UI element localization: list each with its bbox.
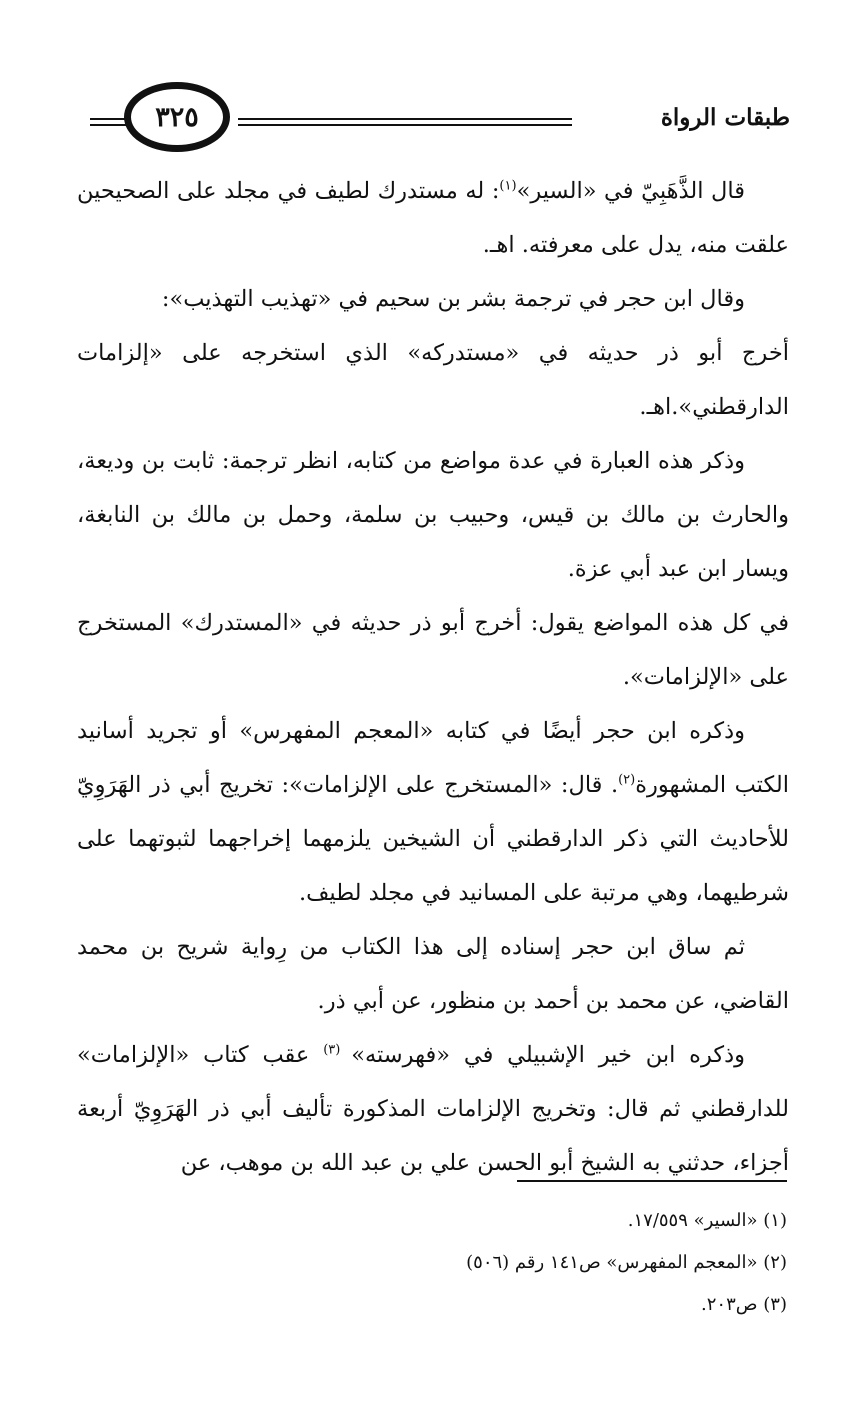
footnote-ref-3: (٣) (323, 1042, 352, 1058)
footnote-3: (٣) ص٢٠٣. (701, 1294, 787, 1315)
paragraph-4: وذكر هذه العبارة في عدة مواضع من كتابه، انظر ترجمة: ثابت بن وديعة، والحارث بن مالك بن قيس، وحبيب بن سلمة، وحمل بن مالك بن النابغة، ويسار ابن عبد أبي عزة. (77, 448, 789, 582)
paragraph-3: أخرج أبو ذر حديثه في «مستدركه» الذي استخرجه على «إلزامات الدارقطني».اهـ. (77, 340, 789, 420)
header-rule-bottom (238, 124, 572, 126)
paragraph-1-rest: : له مستدرك لطيف في مجلد على الصحيحين علقت منه، يدل على معرفته. اهـ. (77, 178, 789, 258)
paragraph-8-rest: عقب كتاب «الإلزامات» للدارقطني ثم قال: وتخريج الإلزامات المذكورة تأليف أبي ذر الهَرَوِيّ أربعة أجزاء، حدثني به الشيخ أبو الحسن علي بن عبد الله بن موهب، عن (77, 1042, 789, 1176)
footnote-1: (١) «السير» ١٧/٥٥٩. (627, 1210, 787, 1231)
paragraph-6-rest: . قال: «المستخرج على الإلزامات»: تخريج أبي ذر الهَرَوِيّ للأحاديث التي ذكر الدارقطني أن الشيخين يلزمهما إخراجهما لثبوتهما على شرطيهما، وهي مرتبة على المسانيد في مجلد لطيف. (77, 772, 789, 906)
footnote-ref-2: (٢) (618, 772, 636, 788)
main-text (77, 164, 789, 1190)
footnotes (187, 1200, 787, 1326)
footnote-separator (517, 1180, 787, 1182)
paragraph-1 (77, 164, 789, 272)
header-rule-left-top (90, 118, 126, 120)
header-rule-top (238, 118, 572, 120)
paragraph-6-text: وذكره ابن حجر أيضًا في كتابه «المعجم المفهرس» أو تجريد أسانيد الكتب المشهورة (77, 718, 789, 798)
paragraph-5: في كل هذه المواضع يقول: أخرج أبو ذر حديثه في «المستدرك» المستخرج على «الإلزامات». (77, 610, 789, 690)
paragraph-2: وقال ابن حجر في ترجمة بشر بن سحيم في «تهذيب التهذيب»: (161, 286, 745, 312)
running-header (86, 82, 790, 162)
page-number-badge (124, 82, 230, 152)
paragraph-1-text: قال الذَّهَبِيّ في «السير» (516, 178, 746, 204)
header-rule-left-bottom (90, 124, 126, 126)
page-number: ٣٢٥ (155, 101, 199, 133)
paragraph-6 (77, 704, 789, 920)
footnote-2: (٢) «المعجم المفهرس» ص١٤١ رقم (٥٠٦) (466, 1252, 787, 1273)
paragraph-7: ثم ساق ابن حجر إسناده إلى هذا الكتاب من رِواية شريح بن محمد القاضي، عن محمد بن أحمد بن منظور، عن أبي ذر. (77, 934, 789, 1014)
paragraph-8 (77, 1028, 789, 1190)
running-title: طبقات الرواة (660, 104, 790, 131)
paragraph-8-text: وذكره ابن خير الإشبيلي في «فهرسته» (351, 1042, 745, 1068)
footnote-ref-1: (١) (499, 178, 517, 194)
